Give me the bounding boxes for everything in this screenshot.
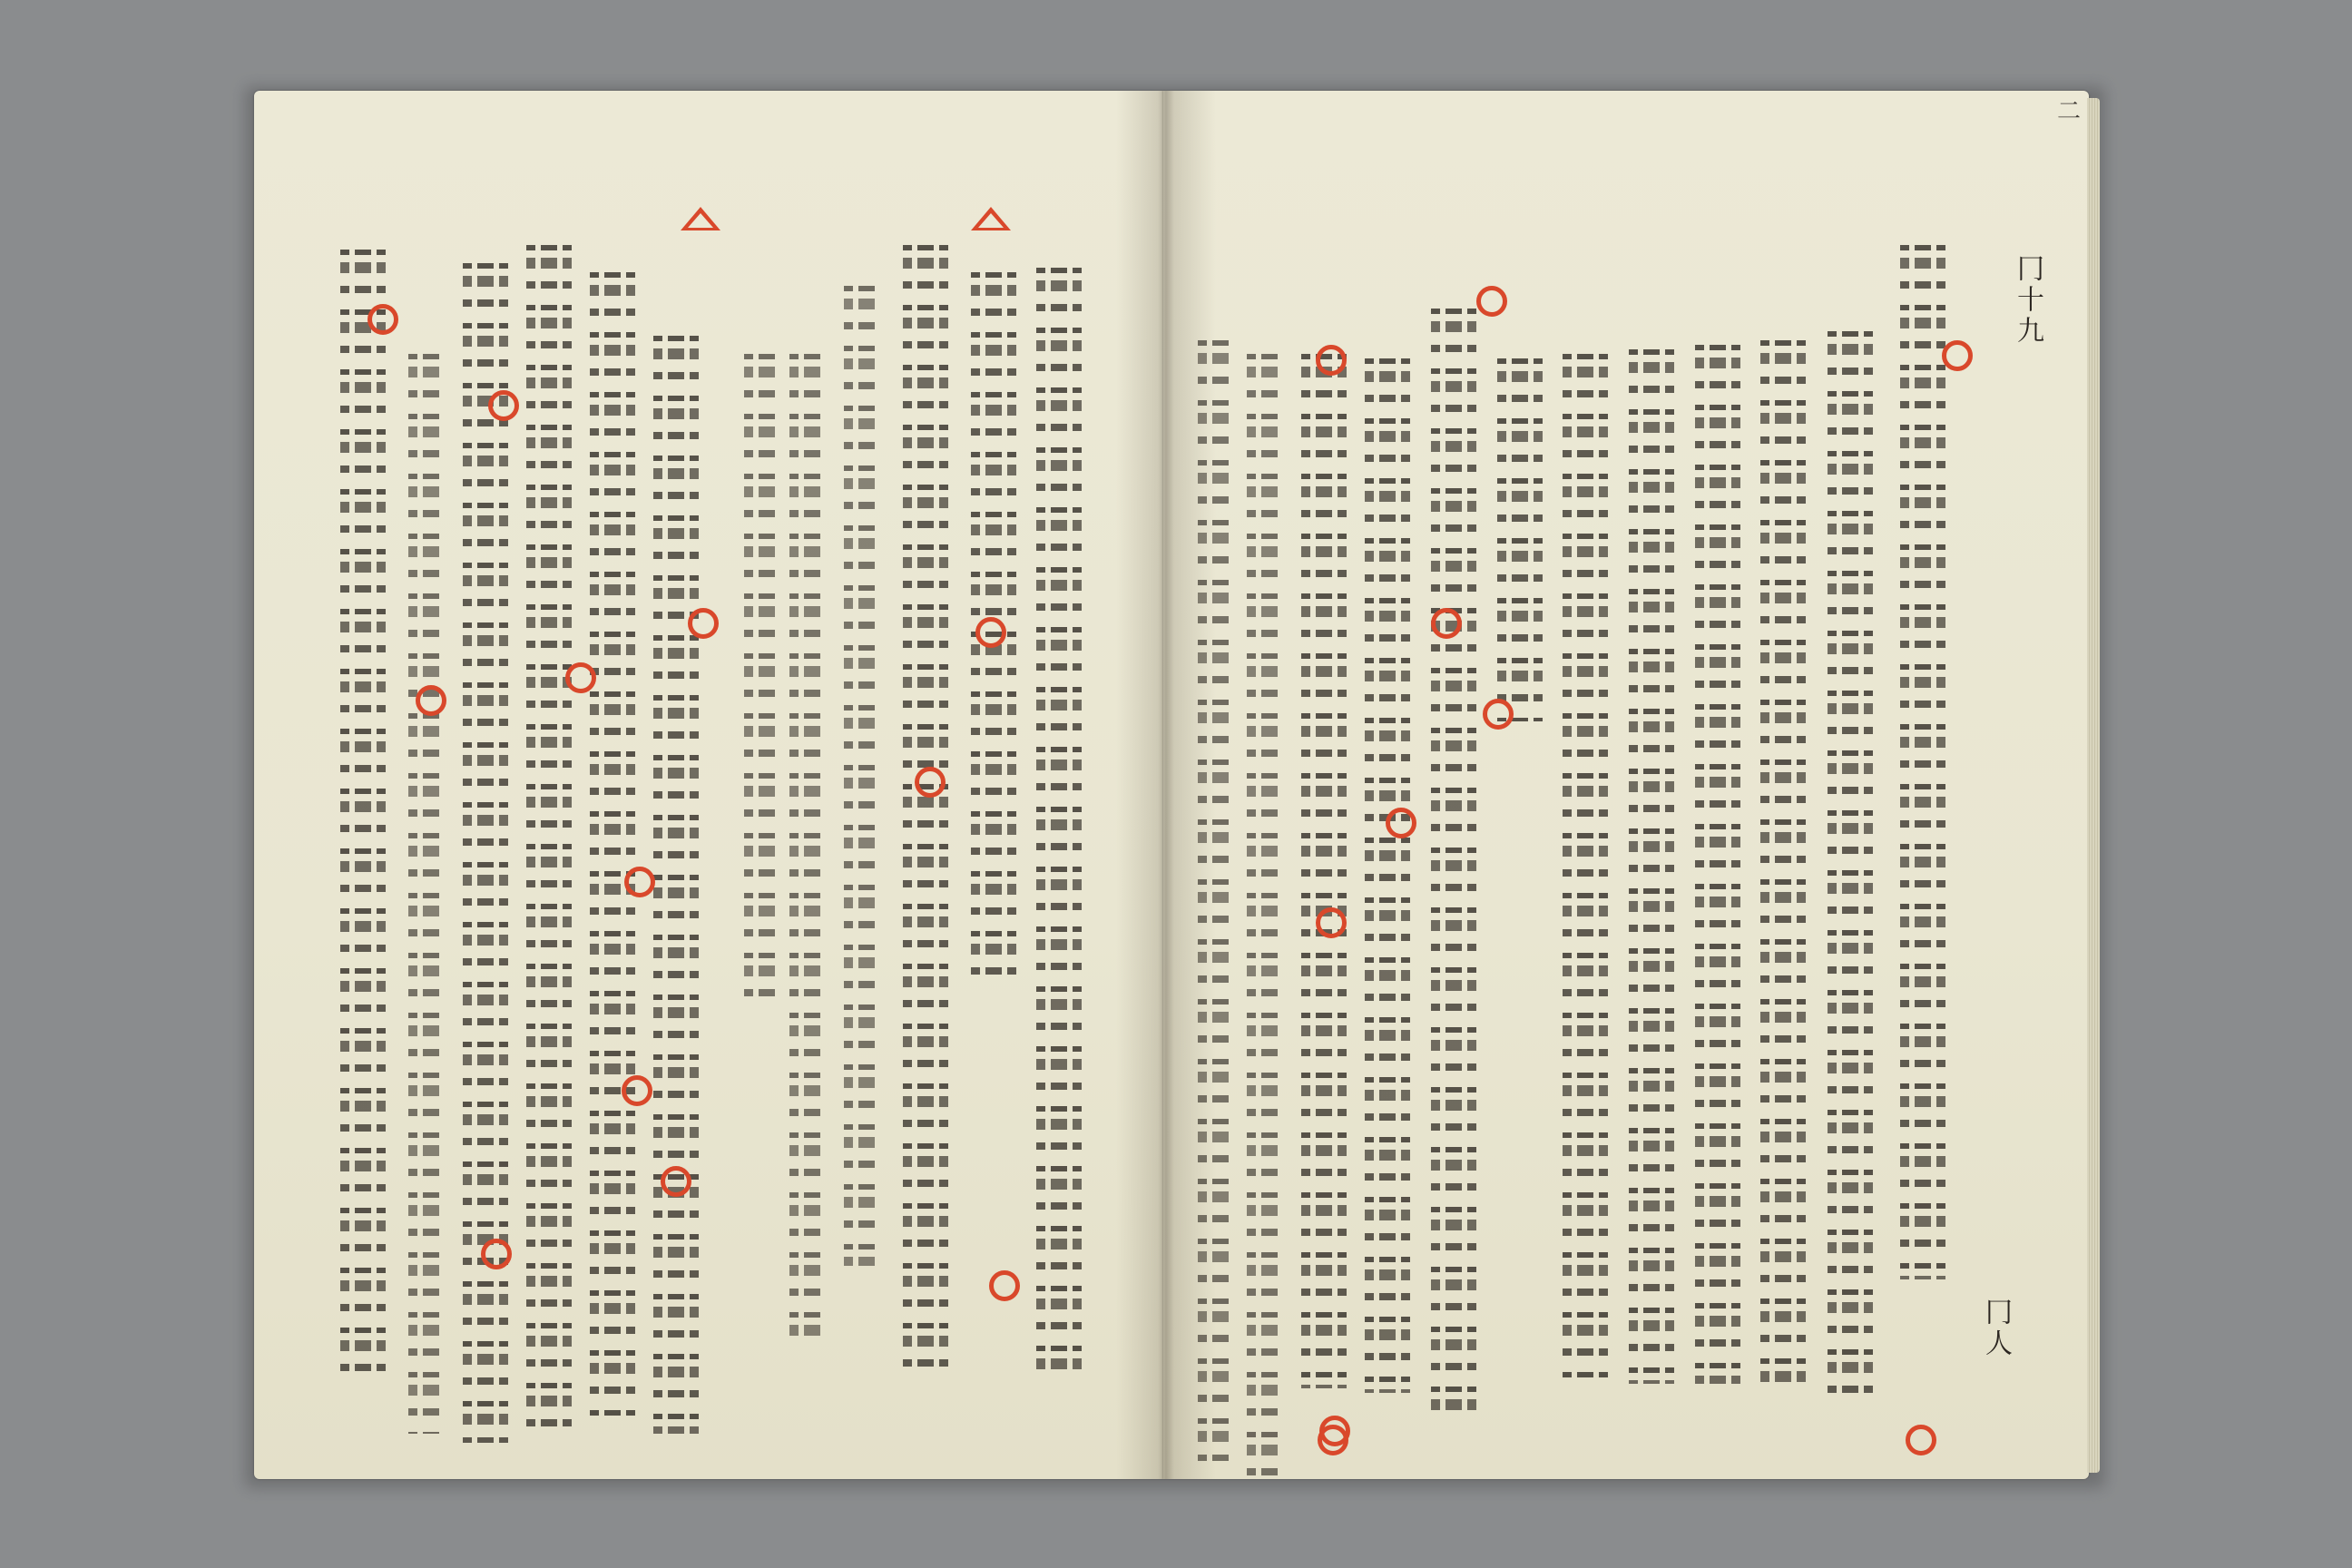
text-column bbox=[1301, 354, 1347, 1388]
red-circle-mark bbox=[565, 662, 596, 693]
text-column bbox=[1497, 358, 1543, 721]
text-column bbox=[1247, 354, 1279, 1479]
text-column bbox=[789, 354, 822, 1343]
folio-mark: 二 bbox=[2057, 98, 2082, 125]
red-circle-mark bbox=[1476, 286, 1507, 317]
red-triangle-mark bbox=[971, 207, 1011, 230]
text-column bbox=[1563, 354, 1608, 1384]
red-circle-mark bbox=[1431, 608, 1462, 639]
text-column bbox=[1760, 340, 1806, 1388]
red-circle-mark bbox=[688, 608, 719, 639]
right-page bbox=[1163, 91, 2089, 1479]
text-column bbox=[408, 354, 441, 1434]
red-circle-mark bbox=[416, 685, 446, 716]
bottom-caption: 冂人 bbox=[1980, 1298, 2012, 1359]
red-circle-mark bbox=[488, 390, 519, 421]
red-circle-mark bbox=[1316, 907, 1347, 938]
red-circle-mark bbox=[1483, 699, 1514, 730]
red-circle-mark bbox=[1316, 345, 1347, 376]
text-column bbox=[526, 245, 572, 1434]
red-circle-mark bbox=[1386, 808, 1416, 838]
text-column bbox=[744, 354, 777, 1007]
page-edges bbox=[2087, 98, 2100, 1473]
red-circle-mark bbox=[975, 617, 1006, 648]
book-gutter bbox=[1116, 91, 1216, 1479]
red-circle-mark bbox=[1906, 1425, 1936, 1455]
text-column bbox=[590, 272, 635, 1416]
text-column bbox=[1695, 345, 1740, 1384]
text-column bbox=[1431, 309, 1476, 1416]
red-triangle-mark bbox=[681, 207, 720, 230]
text-column bbox=[1036, 268, 1082, 1375]
red-circle-mark bbox=[1942, 340, 1973, 371]
left-page bbox=[254, 91, 1163, 1479]
text-column bbox=[1365, 358, 1410, 1393]
text-column bbox=[903, 245, 948, 1370]
red-circle-mark bbox=[661, 1166, 691, 1197]
red-circle-mark bbox=[624, 867, 655, 897]
text-column bbox=[1629, 349, 1674, 1384]
red-circle-mark bbox=[915, 767, 946, 798]
text-column bbox=[1900, 245, 1945, 1279]
text-column bbox=[340, 250, 386, 1384]
text-column bbox=[1828, 331, 1873, 1393]
red-circle-mark bbox=[481, 1239, 512, 1269]
red-circle-mark bbox=[368, 304, 398, 335]
running-head: 冂十九 bbox=[2012, 254, 2043, 347]
red-circle-mark bbox=[622, 1075, 652, 1106]
red-circle-mark bbox=[1318, 1425, 1348, 1455]
text-column bbox=[844, 286, 877, 1266]
text-column bbox=[653, 336, 699, 1434]
red-circle-mark bbox=[989, 1270, 1020, 1301]
